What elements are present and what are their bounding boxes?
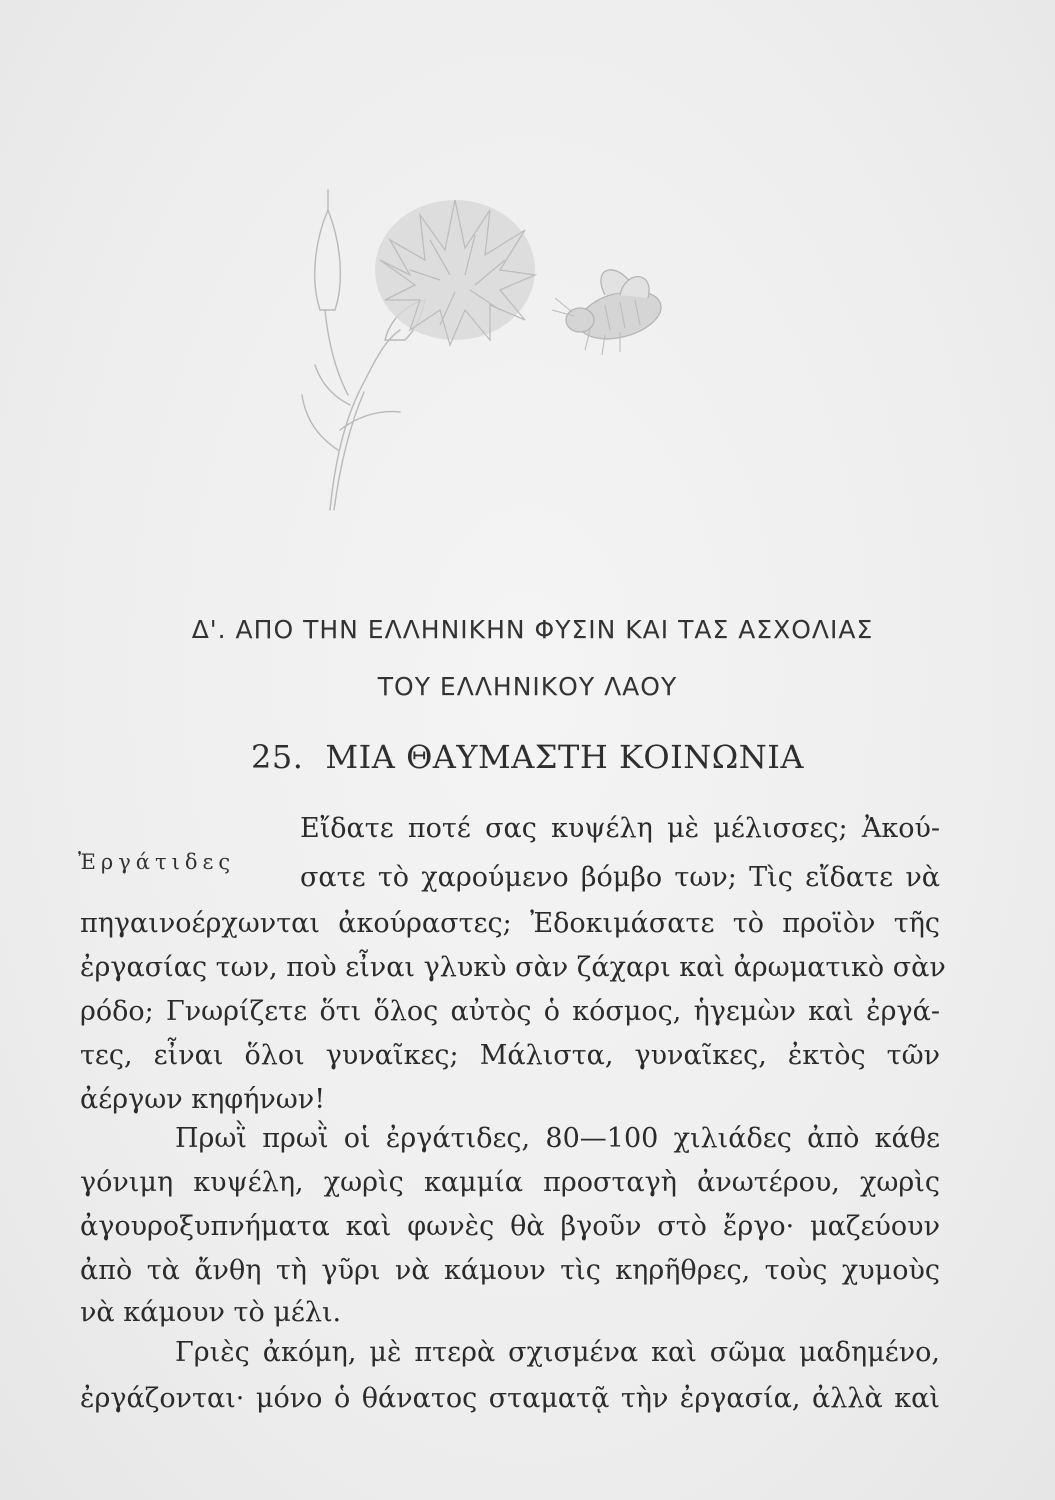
section-heading-line2: ΤΟΥ ΕΛΛΗΝΙΚΟΥ ΛΑΟΥ bbox=[377, 672, 678, 701]
body-line: ρόδο; Γνωρίζετε ὅτι ὅλος αὐτὸς ὁ κόσμος, ἡγεμὼν καὶ ἐργά- bbox=[80, 996, 940, 1027]
body-line: ἀπὸ τὰ ἄνθη τὴ γῦρι νὰ κάμουν τὶς κηρῆθρες, τοὺς χυμοὺς bbox=[80, 1255, 940, 1286]
body-line: πηγαινοέρχωνται ἀκούραστες; Ἐδοκιμάσατε τὸ προϊὸν τῆς bbox=[80, 908, 940, 939]
body-line: νὰ κάμουν τὸ μέλι. bbox=[80, 1297, 342, 1328]
body-line: τες, εἶναι ὅλοι γυναῖκες; Μάλιστα, γυναῖκες, ἐκτὸς τῶν bbox=[80, 1040, 940, 1071]
margin-note: Ἐργάτιδες bbox=[78, 850, 236, 874]
lesson-title-text: ΜΙΑ ΘΑΥΜΑΣΤΗ ΚΟΙΝΩΝΙΑ bbox=[325, 738, 805, 776]
lesson-title bbox=[0, 738, 1055, 776]
body-line: Γριὲς ἀκόμη, μὲ πτερὰ σχισμένα καὶ σῶμα μαδημένο, bbox=[175, 1337, 940, 1368]
section-heading-line1: Δ'. ΑΠΟ ΤΗΝ ΕΛΛΗΝΙΚΗΝ ΦΥΣΙΝ ΚΑΙ ΤΑΣ ΑΣΧΟΛΙΑΣ bbox=[191, 615, 874, 644]
body-line: ἀέργων κηφήνων! bbox=[80, 1084, 326, 1115]
lesson-number: 25. bbox=[250, 738, 304, 776]
body-line: ἐργασίας των, ποὺ εἶναι γλυκὺ σὰν ζάχαρι καὶ ἀρωματικὸ σὰν bbox=[80, 952, 946, 983]
body-line: ἐργάζονται· μόνο ὁ θάνατος σταματᾷ τὴν ἐργασία, ἀλλὰ καὶ bbox=[80, 1383, 940, 1414]
body-line: Πρωῒ πρωῒ οἱ ἐργάτιδες, 80—100 χιλιάδες ἀπὸ κάθε bbox=[175, 1123, 940, 1154]
body-line: Εἴδατε ποτέ σας κυψέλη μὲ μέλισσες; Ἀκού- bbox=[300, 813, 940, 844]
carnation-bee-illustration bbox=[290, 180, 710, 520]
body-line: γόνιμη κυψέλη, χωρὶς καμμία προσταγὴ ἀνωτέρου, χωρὶς bbox=[80, 1167, 940, 1198]
body-line: ἀγουροξυπνήματα καὶ φωνὲς θὰ βγοῦν στὸ ἔργο· μαζεύουν bbox=[80, 1211, 940, 1242]
body-line: σατε τὸ χαρούμενο βόμβο των; Τὶς εἴδατε νὰ bbox=[300, 862, 940, 893]
